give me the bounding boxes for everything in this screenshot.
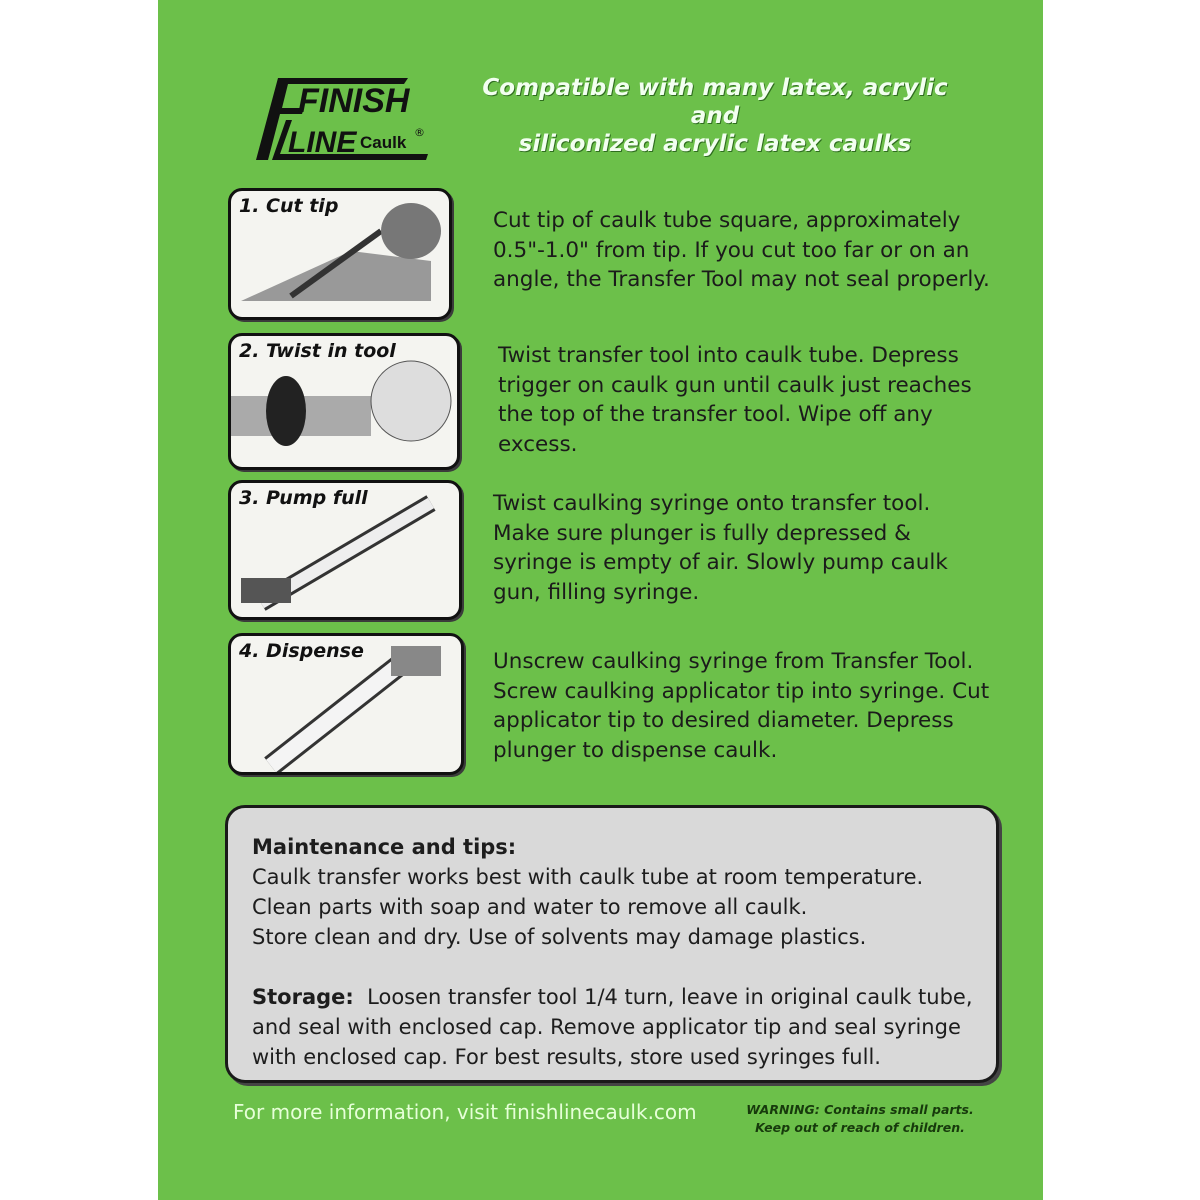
website-info: For more information, visit finishlinecaulk.com — [233, 1100, 697, 1124]
step-4-text: Unscrew caulking syringe from Transfer Tool. Screw caulking applicator tip into syringe. Cut applicator tip to desired diameter. Depress plunger to dispense caulk. — [493, 649, 990, 763]
step-label: 1. Cut tip — [239, 195, 339, 217]
compatibility-tagline — [470, 74, 960, 158]
step-3-image — [228, 480, 462, 620]
step-label: 3. Pump full — [239, 487, 368, 509]
step-label: 2. Twist in tool — [239, 340, 396, 362]
step-1-text: Cut tip of caulk tube square, approximately 0.5"-1.0" from tip. If you cut too far or on an angle, the Transfer Tool may not seal properly. — [493, 208, 990, 292]
step-2-image — [228, 333, 460, 470]
finish-line-logo — [248, 72, 448, 162]
logo-line2: LINE — [288, 126, 357, 159]
step-2-text: Twist transfer tool into caulk tube. Depress trigger on caulk gun until caulk just reaches the top of the transfer tool. Wipe off any excess. — [498, 343, 972, 457]
registered-mark: ® — [414, 126, 425, 139]
step-label: 4. Dispense — [239, 640, 364, 662]
maintenance-line: Caulk transfer works best with caulk tube at room temperature. — [252, 865, 924, 889]
warning-line: WARNING: Contains small parts. — [746, 1102, 974, 1117]
storage-label: Storage: — [252, 985, 354, 1009]
maintenance-line: Store clean and dry. Use of solvents may damage plastics. — [252, 925, 867, 949]
maintenance-title: Maintenance and tips: — [252, 835, 517, 859]
logo-line1: FINISH — [298, 82, 410, 120]
storage-text: Loosen transfer tool 1/4 turn, leave in original caulk tube, and seal with enclosed cap. Remove applicator tip and seal syringe with enclosed cap. For best results, store used syringes full. — [252, 985, 973, 1069]
step-4-image — [228, 633, 464, 775]
warning-line: Keep out of reach of children. — [755, 1120, 965, 1135]
maintenance-panel — [225, 805, 999, 1083]
logo-sub: Caulk — [360, 133, 407, 152]
maintenance-line: Clean parts with soap and water to remove all caulk. — [252, 895, 808, 919]
tagline-line: siliconized acrylic latex caulks — [518, 131, 912, 157]
step-1-image — [228, 188, 452, 320]
step-3-text: Twist caulking syringe onto transfer tool. Make sure plunger is fully depressed & syringe is empty of air. Slowly pump caulk gun, filling syringe. — [493, 491, 948, 605]
tagline-line: Compatible with many latex, acrylic and — [482, 75, 948, 129]
warning-text — [735, 1101, 985, 1137]
